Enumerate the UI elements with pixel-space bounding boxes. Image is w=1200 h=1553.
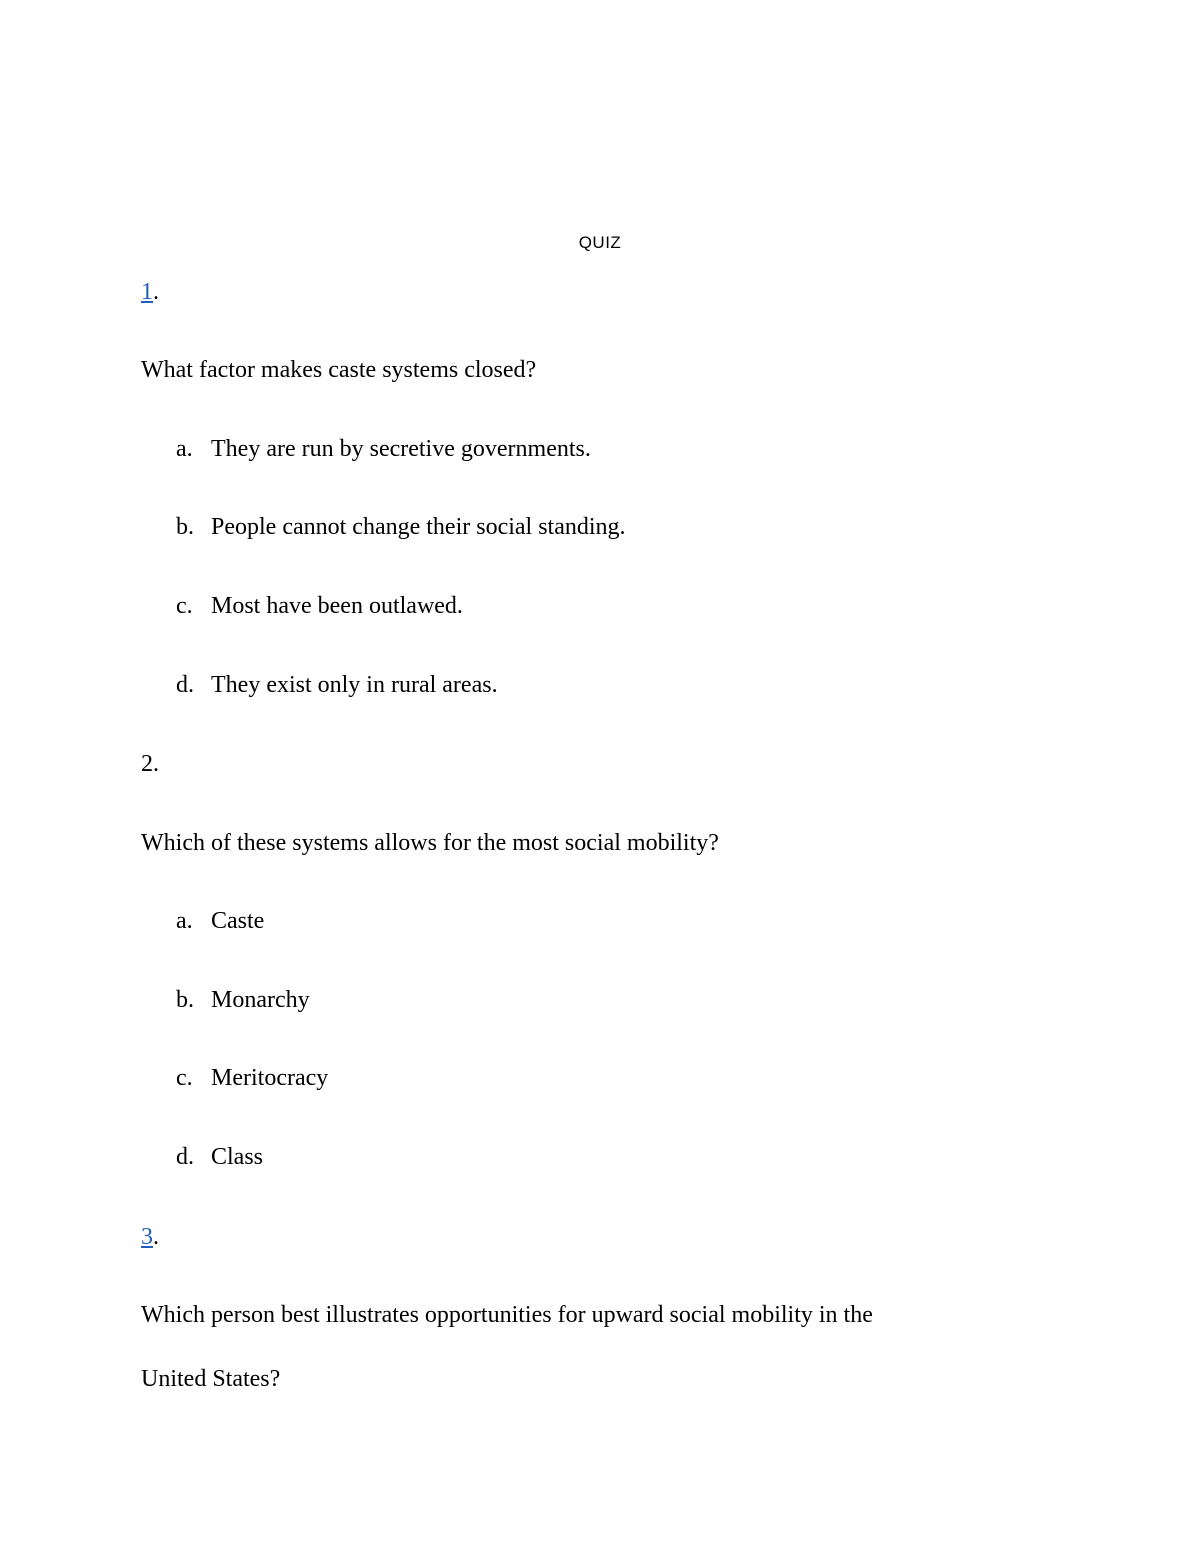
option-text: Class bbox=[211, 1144, 264, 1170]
option-text: They exist only in rural areas. bbox=[211, 672, 498, 698]
option-letter: d. bbox=[176, 672, 194, 698]
question-1-option-b bbox=[176, 512, 626, 542]
option-text: Meritocracy bbox=[211, 1065, 329, 1091]
question-1-option-c bbox=[176, 591, 463, 621]
option-text: Most have been outlawed. bbox=[211, 593, 463, 619]
question-2-option-a bbox=[176, 906, 264, 936]
question-1-option-a bbox=[176, 434, 591, 464]
option-letter: c. bbox=[176, 593, 193, 619]
question-2-text: Which of these systems allows for the most social mobility? bbox=[141, 830, 719, 856]
option-letter: b. bbox=[176, 987, 194, 1013]
option-letter: b. bbox=[176, 514, 194, 540]
question-2-option-d bbox=[176, 1142, 263, 1172]
option-text: They are run by secretive governments. bbox=[211, 436, 591, 462]
option-letter: a. bbox=[176, 908, 193, 934]
page-title: QUIZ bbox=[578, 233, 622, 252]
question-2-option-c bbox=[176, 1063, 328, 1093]
question-1-option-d bbox=[176, 670, 498, 700]
option-letter: d. bbox=[176, 1144, 194, 1170]
question-3-text-line2: United States? bbox=[141, 1366, 281, 1392]
option-text: People cannot change their social standing. bbox=[211, 514, 626, 540]
question-3-number: 3. bbox=[141, 1224, 159, 1250]
question-2-option-b bbox=[176, 985, 310, 1015]
question-1-text: What factor makes caste systems closed? bbox=[141, 357, 537, 383]
question-1-link[interactable]: 1 bbox=[141, 279, 153, 305]
option-letter: a. bbox=[176, 436, 193, 462]
question-3-link[interactable]: 3 bbox=[141, 1224, 153, 1250]
option-letter: c. bbox=[176, 1065, 193, 1091]
option-text: Monarchy bbox=[211, 987, 310, 1013]
question-1-number: 1. bbox=[141, 279, 159, 305]
question-2-number: 2. bbox=[141, 751, 159, 777]
option-text: Caste bbox=[211, 908, 265, 934]
question-2-number-value: 2 bbox=[141, 751, 153, 777]
question-3-text-line1: Which person best illustrates opportunities for upward social mobility in the bbox=[141, 1302, 873, 1328]
